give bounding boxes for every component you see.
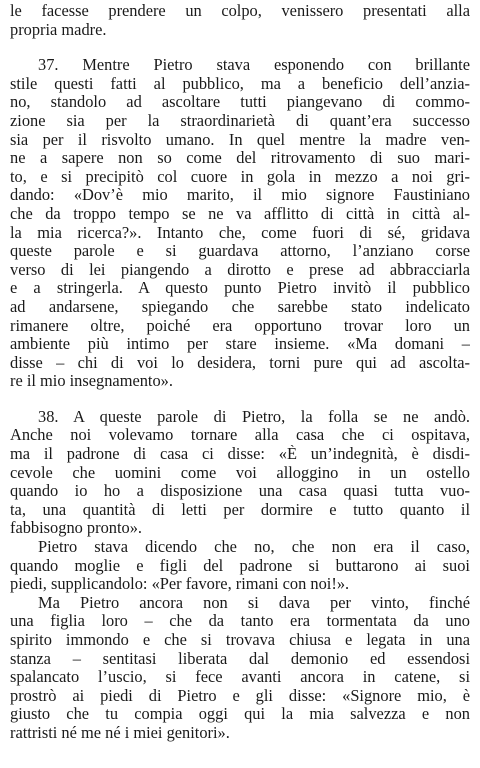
paragraph-38-b: [10, 538, 470, 594]
text-line: Pietro stava dicendo che no, che non era il caso,: [38, 538, 470, 557]
text-line: dando: «Dov’è mio marito, il mio signore Faustiniano: [10, 186, 470, 205]
text-line: le facesse prendere un colpo, venissero presentati alla: [10, 2, 470, 20]
text-line: quando io ho a disposizione una casa quasi tutta vuo-: [10, 482, 470, 501]
text-line: stanza – sentitasi liberata dal demonio ed essendosi: [10, 649, 470, 668]
text-line: queste parole e si guardava attorno, l’anziano corse: [10, 242, 470, 261]
text-line: la mia ricerca?». Intanto che, come fuori di sé, gridava: [10, 223, 470, 242]
text-line: ad andarsene, spiegando che sarebbe stato indelicato: [10, 297, 470, 316]
text-line: ne a sapere non so come del ritrovamento di suo mari-: [10, 149, 470, 168]
text-line: zione sia per la straordinarietà di quant’era successo: [10, 111, 470, 130]
paragraph-38-c: [10, 594, 470, 743]
text-line: to, e si precipitò col cuore in gola in mezzo a noi gri-: [10, 167, 470, 186]
text-line: disse – chi di voi lo desidera, torni pure qui ad ascolta-: [10, 353, 470, 372]
text-line: e a stringerla. A questo punto Pietro invitò il pubblico: [10, 279, 470, 298]
text-line: ta, una quantità di letti per dormire e tutto quanto il: [10, 500, 470, 519]
text-line: 38. A queste parole di Pietro, la folla se ne andò.: [38, 407, 470, 426]
text-line: una figlia loro – che da tanto era tormentata da uno: [10, 612, 470, 631]
text-line: stile questi fatti al pubblico, ma a beneficio dell’anzia-: [10, 74, 470, 93]
text-line: prostrò ai piedi di Pietro e gli disse: «Signore mio, è: [10, 686, 470, 705]
text-line: rimanere oltre, poiché era opportuno trovar loro un: [10, 316, 470, 335]
text-line: 37. Mentre Pietro stava esponendo con brillante: [38, 56, 470, 75]
text-line: Ma Pietro ancora non si dava per vinto, finché: [38, 593, 470, 612]
text-line: piedi, supplicandolo: «Per favore, rimani con noi!».: [10, 575, 350, 594]
text-line: spalancato l’uscio, si fece avanti ancora in catene, si: [10, 668, 470, 687]
text-line: che da troppo tempo se ne va afflitto di città in città al-: [10, 204, 470, 223]
text-line: verso di lei piangendo a dirotto e prese ad abbracciarla: [10, 260, 470, 279]
text-line: propria madre.: [10, 20, 107, 39]
text-line: quando moglie e figli del padrone si buttarono ai suoi: [10, 556, 470, 575]
text-line: Anche noi volevamo tornare alla casa che ci ospitava,: [10, 426, 470, 445]
text-line: rattristi né me né i miei genitori».: [10, 723, 230, 742]
paragraph-37: [10, 56, 470, 391]
text-line: giusto che tu compia oggi qui la mia salvezza e non: [10, 705, 470, 724]
paragraph-gap: [10, 39, 470, 56]
text-line: re il mio insegnamento».: [10, 372, 173, 391]
paragraph-continuation: [10, 2, 470, 39]
text-line: fabbisogno pronto».: [10, 519, 143, 538]
paragraph-38: [10, 408, 470, 538]
text-line: no, standolo ad ascoltare tutti piangevano di commo-: [10, 93, 470, 112]
text-line: ambiente più intimo per stare insieme. «Ma domani –: [10, 335, 470, 354]
text-line: cevole che uomini come voi alloggino in un ostello: [10, 463, 470, 482]
text-line: ma il padrone di casa ci disse: «È un’indegnità, è disdi-: [10, 445, 470, 464]
text-line: sia per il risvolto umano. In quel mentre la madre ven-: [10, 130, 470, 149]
text-line: spirito immondo e che si trovava chiusa e legata in una: [10, 631, 470, 649]
paragraph-gap: [10, 391, 470, 408]
